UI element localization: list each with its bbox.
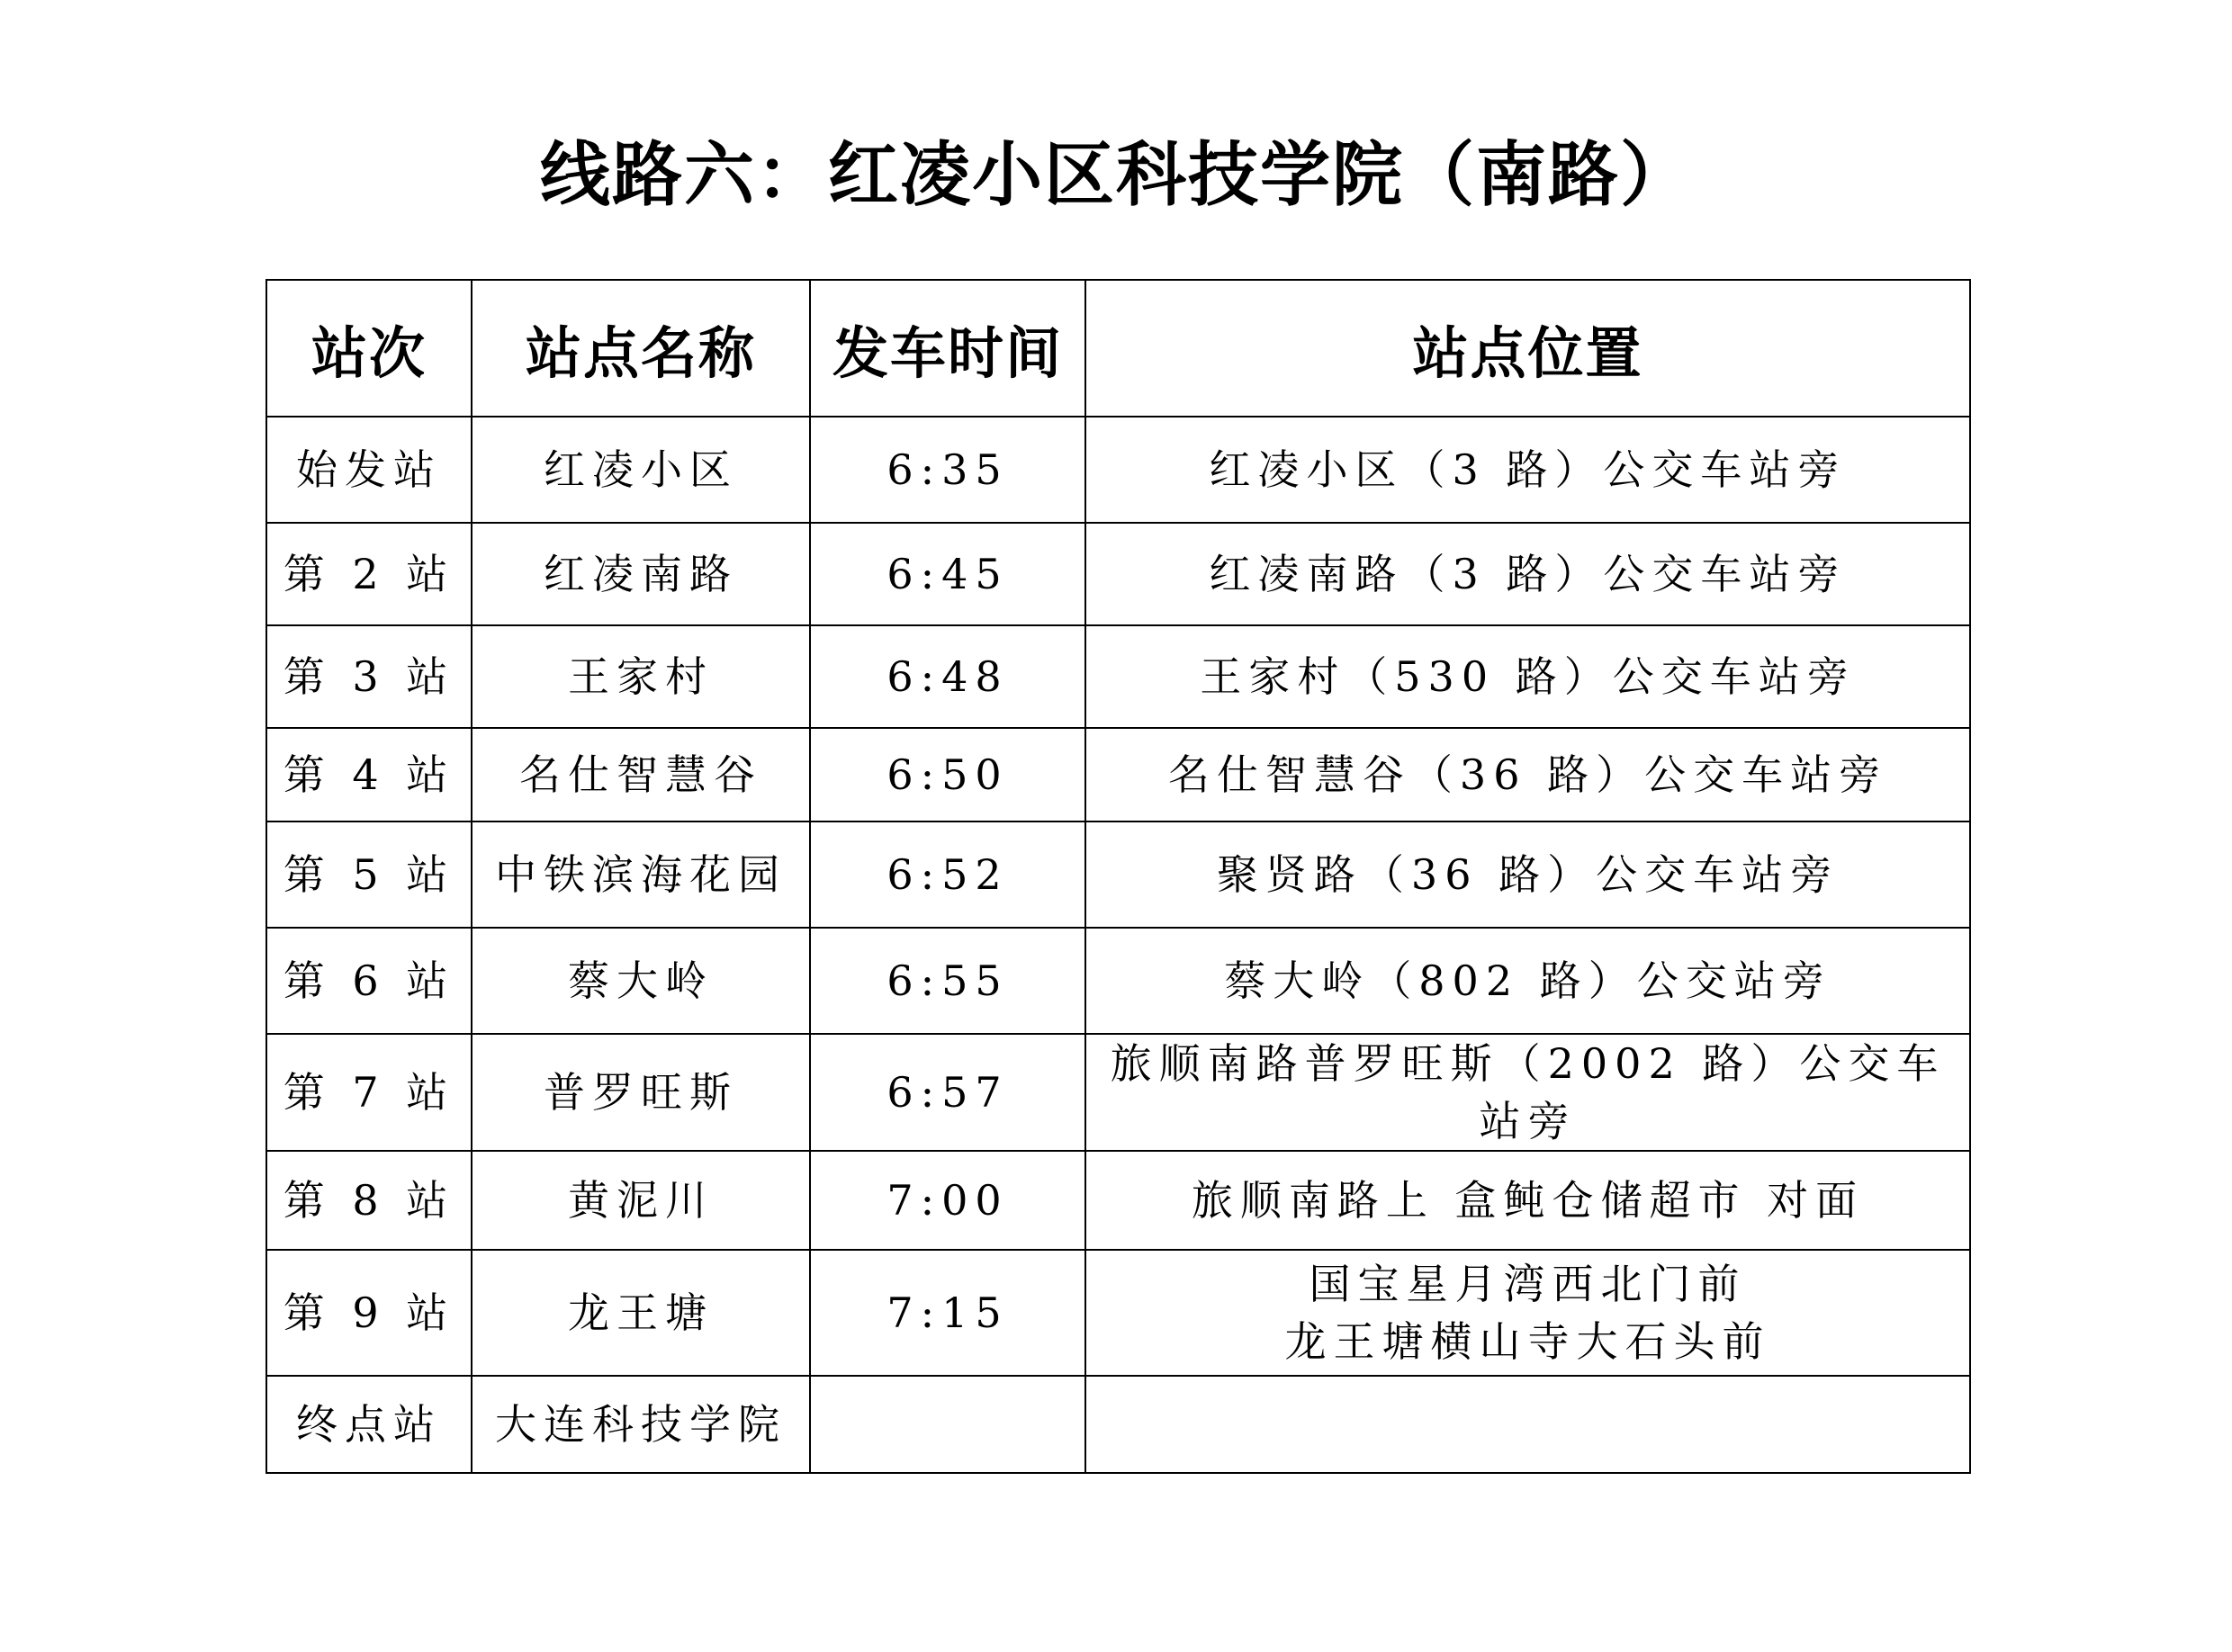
- station-order-cell: 第 4 站: [266, 728, 472, 822]
- route-table: [266, 279, 1971, 1474]
- station-location-cell: [1085, 1376, 1970, 1473]
- departure-time-cell: 6:35: [810, 417, 1085, 523]
- header-station-name: 站点名称: [472, 280, 810, 417]
- table-row: [266, 625, 1970, 728]
- station-order-cell: 第 9 站: [266, 1250, 472, 1376]
- departure-time-cell: 6:45: [810, 523, 1085, 625]
- table-row: [266, 1034, 1970, 1151]
- station-order-cell: 第 2 站: [266, 523, 472, 625]
- departure-time-cell: 6:57: [810, 1034, 1085, 1151]
- location-line: 红凌小区（3 路）公交车站旁: [1209, 445, 1847, 494]
- location-line: 国宝星月湾西北门前: [1309, 1260, 1747, 1308]
- station-name-cell: 黄泥川: [472, 1151, 810, 1250]
- station-location-cell: [1085, 1034, 1970, 1151]
- table-row: [266, 1250, 1970, 1376]
- station-location-cell: [1085, 523, 1970, 625]
- station-name-cell: 红凌南路: [472, 523, 810, 625]
- station-order-cell: 第 6 站: [266, 928, 472, 1034]
- location-line: 红凌南路（3 路）公交车站旁: [1209, 550, 1847, 598]
- table-row: [266, 417, 1970, 523]
- station-name-cell: 普罗旺斯: [472, 1034, 810, 1151]
- station-order-cell: 终点站: [266, 1376, 472, 1473]
- location-line: 聚贤路（36 路）公交车站旁: [1216, 850, 1840, 899]
- table-row: [266, 822, 1970, 928]
- header-station-order: 站次: [266, 280, 472, 417]
- station-name-cell: 中铁滨海花园: [472, 822, 810, 928]
- page-title: 线路六：红凌小区科技学院（南路）: [539, 135, 1692, 216]
- location-line: 王家村（530 路）公交车站旁: [1200, 652, 1856, 701]
- departure-time-cell: 7:15: [810, 1250, 1085, 1376]
- station-name-cell: 大连科技学院: [472, 1376, 810, 1473]
- location-line: 龙王塘横山寺大石头前: [1284, 1317, 1771, 1366]
- station-name-cell: 王家村: [472, 625, 810, 728]
- departure-time-cell: 7:00: [810, 1151, 1085, 1250]
- station-location-cell: [1085, 1250, 1970, 1376]
- table-row: [266, 1151, 1970, 1250]
- station-order-cell: 第 8 站: [266, 1151, 472, 1250]
- station-name-cell: 蔡大岭: [472, 928, 810, 1034]
- departure-time-cell: 6:52: [810, 822, 1085, 928]
- station-location-cell: [1085, 1151, 1970, 1250]
- station-order-cell: 第 5 站: [266, 822, 472, 928]
- station-name-cell: 红凌小区: [472, 417, 810, 523]
- table-row: [266, 523, 1970, 625]
- departure-time-cell: [810, 1376, 1085, 1473]
- table-row: [266, 728, 1970, 822]
- table-row: [266, 928, 1970, 1034]
- station-order-cell: 第 7 站: [266, 1034, 472, 1151]
- location-line: 旅顺南路普罗旺斯（2002 路）公交车站旁: [1110, 1039, 1946, 1145]
- header-departure-time: 发车时间: [810, 280, 1085, 417]
- station-location-cell: [1085, 728, 1970, 822]
- route-table-body: [266, 417, 1970, 1473]
- station-location-cell: [1085, 417, 1970, 523]
- station-name-cell: 名仕智慧谷: [472, 728, 810, 822]
- table-row: [266, 1376, 1970, 1473]
- departure-time-cell: 6:50: [810, 728, 1085, 822]
- station-location-cell: [1085, 928, 1970, 1034]
- departure-time-cell: 6:55: [810, 928, 1085, 1034]
- station-location-cell: [1085, 625, 1970, 728]
- location-line: 旅顺南路上 盒鲀仓储超市 对面: [1191, 1176, 1865, 1225]
- location-line: 名仕智慧谷（36 路）公交车站旁: [1167, 750, 1888, 799]
- header-station-location: 站点位置: [1085, 280, 1970, 417]
- station-order-cell: 第 3 站: [266, 625, 472, 728]
- departure-time-cell: 6:48: [810, 625, 1085, 728]
- station-location-cell: [1085, 822, 1970, 928]
- location-line: 蔡大岭（802 路）公交站旁: [1224, 956, 1832, 1005]
- table-header-row: [266, 280, 1970, 417]
- station-name-cell: 龙王塘: [472, 1250, 810, 1376]
- station-order-cell: 始发站: [266, 417, 472, 523]
